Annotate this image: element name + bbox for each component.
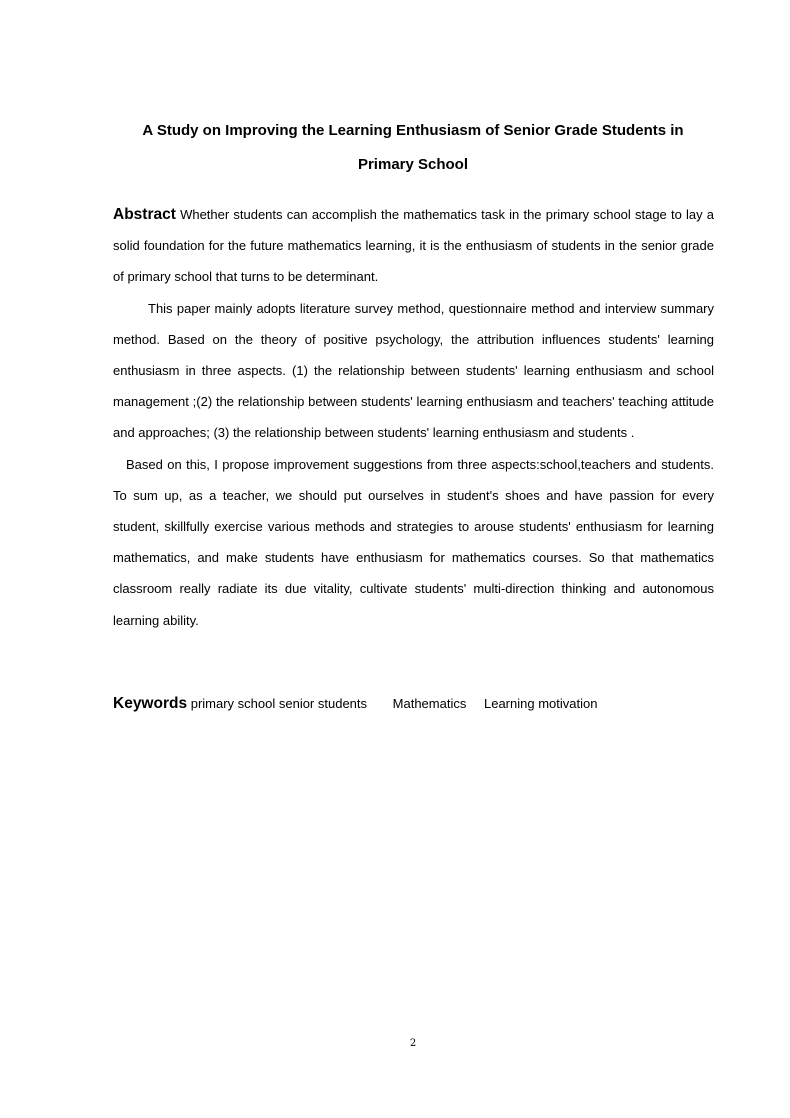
abstract-paragraph-2: This paper mainly adopts literature survey method, questionnaire method and interview summary method. Based on the theory of positive psychology, the attribution influences students' learning enthusiasm in three aspects. (1) the relationship between students' learning enthusiasm and school management ;(2) the relationship between students' learning enthusiasm and teachers' teaching attitude and approaches; (3) the relationship between students' learning enthusiasm and students . <box>113 300 714 441</box>
keywords-heading: Keywords <box>113 695 188 712</box>
abstract-paragraph-3: Based on this, I propose improvement suggestions from three aspects:school,teachers and students. To sum up, as a teacher, we should put ourselves in student's shoes and have passion for every student, skillfully exercise various methods and strategies to arouse students' enthusiasm for learning mathematics, and make students have enthusiasm for mathematics courses. So that mathematics classroom really radiate its due vitality, cultivate students' multi-direction thinking and autonomous learning ability. <box>113 456 714 628</box>
page-number: 2 <box>409 1038 417 1049</box>
abstract-paragraph-1-text: Whether students can accomplish the mathematics task in the primary school stage to lay a solid foundation for the future mathematics learning, it is the enthusiasm of students in the senior grade of primary school that turns to be determinant. <box>113 207 714 285</box>
document-title: A Study on Improving the Learning Enthusiasm of Senior Grade Students in Primary School <box>142 122 684 173</box>
abstract-heading: Abstract <box>113 206 176 223</box>
keyword-item: primary school senior students <box>190 696 368 711</box>
abstract-section <box>113 199 714 636</box>
keywords-section <box>113 690 714 718</box>
abstract-paragraph-1 <box>113 199 714 293</box>
keyword-item: Mathematics <box>392 696 467 711</box>
keyword-item: Learning motivation <box>483 696 598 711</box>
